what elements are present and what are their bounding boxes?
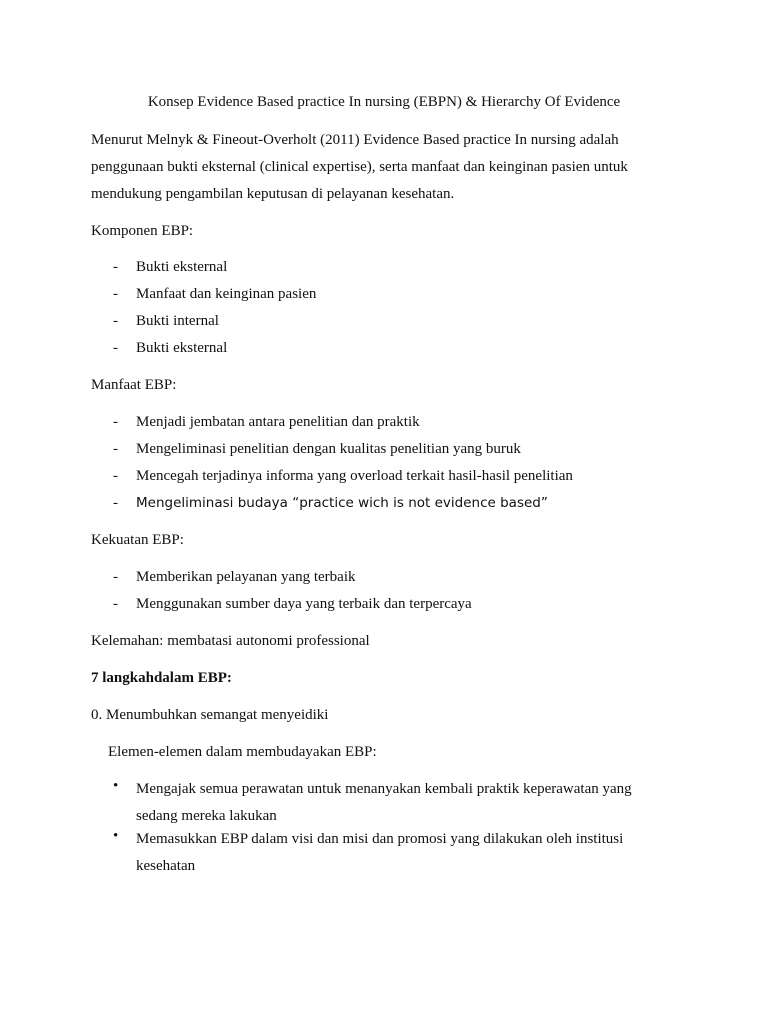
- list-item-text: Manfaat dan keinginan pasien: [136, 286, 317, 302]
- list-item-text: Mencegah terjadinya informa yang overload terkait hasil-hasil penelitian: [136, 468, 573, 484]
- list-item-text: Mengajak semua perawatan untuk menanyakan kembali praktik keperawatan yang sedang mereka lakukan: [136, 781, 632, 824]
- dash-marker: -: [113, 441, 118, 457]
- document-title: Konsep Evidence Based practice In nursing (EBPN) & Hierarchy Of Evidence: [147, 94, 621, 110]
- list-item: [91, 311, 691, 338]
- list-item: [91, 257, 691, 284]
- langkah-section: [91, 668, 691, 695]
- list-item-text: Memasukkan EBP dalam visi dan misi dan promosi yang dilakukan oleh institusi kesehatan: [136, 831, 624, 874]
- kelemahan-line: [91, 631, 691, 658]
- dash-marker: -: [113, 596, 118, 612]
- list-item-text: Mengeliminasi penelitian dengan kualitas penelitian yang buruk: [136, 441, 521, 457]
- list-item: [91, 466, 691, 493]
- step-text: 0. Menumbuhkan semangat menyeidiki: [91, 707, 329, 723]
- kelemahan-text: Kelemahan: membatasi autonomi professional: [91, 633, 370, 649]
- section-heading: Manfaat EBP:: [91, 377, 177, 393]
- list-item: [91, 412, 691, 439]
- kekuatan-list: [91, 567, 691, 621]
- list-item-text: Memberikan pelayanan yang terbaik: [136, 569, 356, 585]
- list-item: [91, 776, 691, 830]
- list-item-text: Menjadi jembatan antara penelitian dan praktik: [136, 414, 420, 430]
- list-item: [91, 567, 691, 594]
- dash-marker: -: [113, 259, 118, 275]
- list-item: [91, 284, 691, 311]
- dash-marker: -: [113, 313, 118, 329]
- manfaat-section: [91, 375, 691, 402]
- list-item-text: Bukti eksternal: [136, 340, 228, 356]
- list-item: [91, 338, 691, 365]
- kekuatan-section: [91, 530, 691, 557]
- dash-marker: -: [113, 286, 118, 302]
- intro-line: mendukung pengambilan keputusan di pelayanan kesehatan.: [91, 186, 455, 202]
- dash-marker: -: [113, 468, 118, 484]
- komponen-section: [91, 221, 691, 248]
- section-heading: Komponen EBP:: [91, 223, 194, 239]
- intro-line: penggunaan bukti eksternal (clinical expertise), serta manfaat dan keinginan pasien untuk: [91, 159, 628, 175]
- komponen-list: [91, 257, 691, 365]
- intro-line: Menurut Melnyk & Fineout-Overholt (2011) Evidence Based practice In nursing adalah: [91, 132, 619, 148]
- dash-marker: -: [113, 495, 118, 511]
- list-item-text: Bukti eksternal: [136, 259, 228, 275]
- list-item: [91, 493, 691, 520]
- bullet-marker: •: [113, 828, 119, 844]
- step-zero: [91, 705, 691, 732]
- list-item: [91, 439, 691, 466]
- dash-marker: -: [113, 340, 118, 356]
- dash-marker: -: [113, 414, 118, 430]
- intro-paragraph: [91, 130, 691, 211]
- elemen-list: [91, 780, 691, 880]
- list-item-text: Menggunakan sumber daya yang terbaik dan terpercaya: [136, 596, 472, 612]
- list-item: [91, 826, 691, 880]
- list-item-text: Bukti internal: [136, 313, 219, 329]
- list-item-text: Mengeliminasi budaya “practice wich is not evidence based”: [136, 495, 548, 511]
- manfaat-list: [91, 412, 691, 520]
- bullet-marker: •: [113, 778, 119, 794]
- list-item: [91, 594, 691, 621]
- section-heading: Kekuatan EBP:: [91, 532, 184, 548]
- dash-marker: -: [113, 569, 118, 585]
- section-heading: 7 langkahdalam EBP:: [91, 670, 232, 686]
- section-heading: Elemen-elemen dalam membudayakan EBP:: [108, 744, 377, 760]
- elemen-section: [108, 742, 708, 769]
